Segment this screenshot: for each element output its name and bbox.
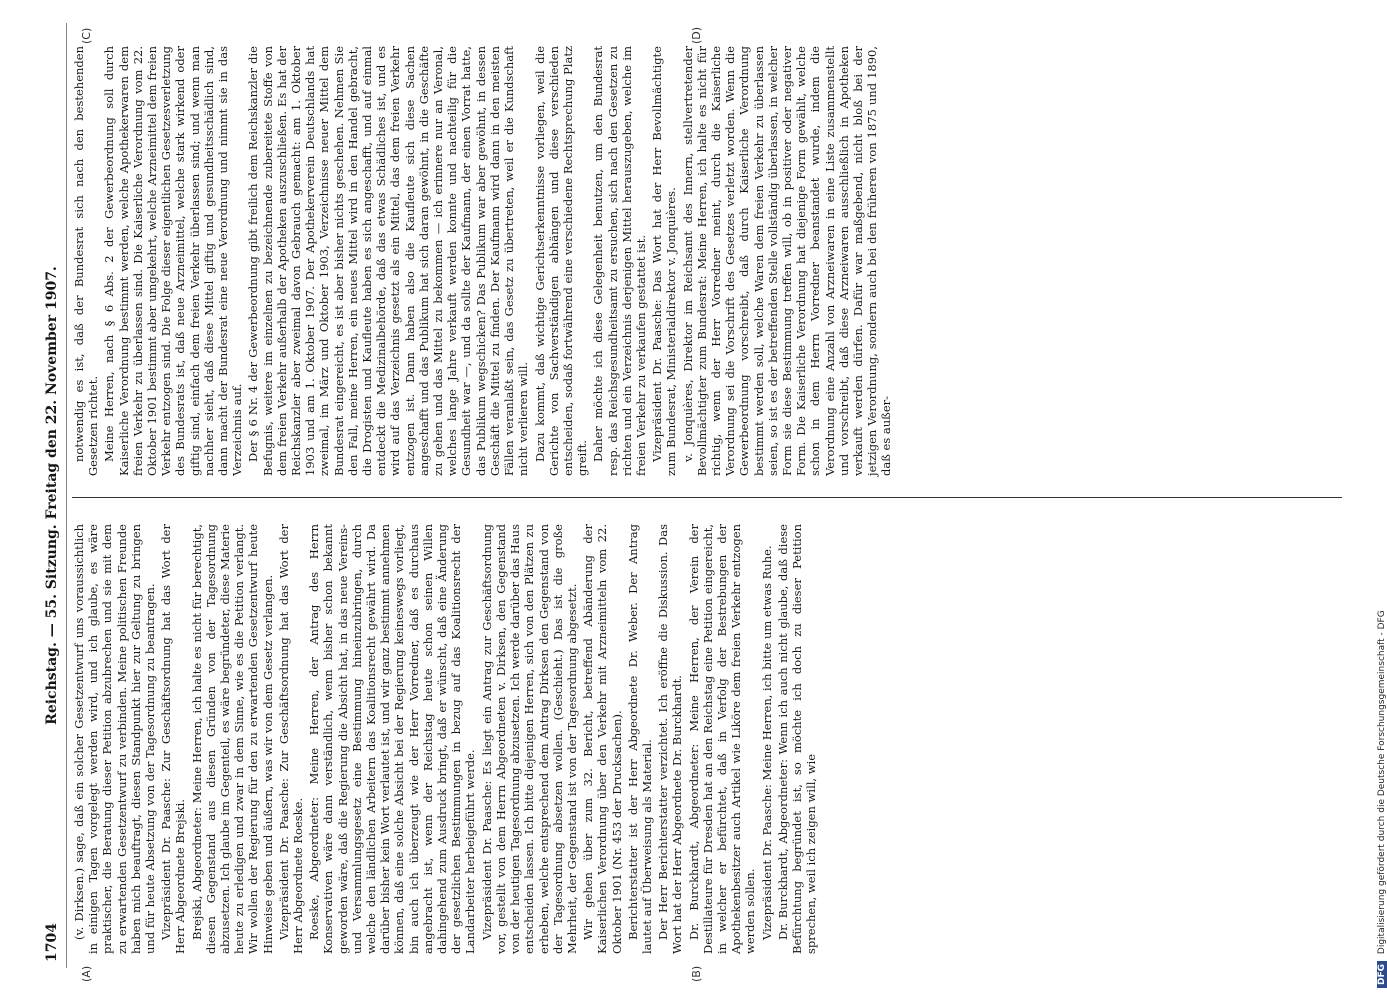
left-text-column — [72, 524, 1342, 954]
paragraph: Vizepräsident Dr. Paasche: Es liegt ein Antrag zur Geschäftsordnung vor, gestellt von dem Herrn Abgeordneten v. Dirksen, den Gegenstand von der heutigen Tagesordnung abzusetzen. Ich werde darüber das Haus entscheiden lassen. Ich bitte diejenigen Herren, sich von den Plätzen zu erheben, welche entsprechend dem Antrag Dirksen den Gegenstand von der Tagesordnung absetzen wollen. (Geschieht.) Das ist die große Mehrheit, der Gegenstand ist von der Tagesordnung abgesetzt. — [479, 524, 579, 954]
rotated-page-content — [40, 23, 1360, 982]
paragraph: Vizepräsident Dr. Paasche: Meine Herren, ich bitte um etwas Ruhe. — [759, 545, 774, 940]
paragraph: notwendig es ist, daß der Bundesrat sich nach den bestehenden Gesetzen richtet. — [72, 46, 101, 476]
page-header — [40, 23, 67, 968]
paragraph: Vizepräsident Dr. Paasche: Das Wort hat der Herr Bevollmächtigte zum Bundesrat, Ministerialdirektor v. Jonquières. — [650, 46, 679, 476]
paragraph: v. Jonquières, Direktor im Reichsamt des Innern, stellvertretender Bevollmächtigter zum Bundesrat: Meine Herren, ich halte es nicht für richtig, wenn der Herr Vorredner meint, durch die Kaiserliche Verordnung sei die Vorschrift des Gesetzes verletzt worden. Wenn die Gewerbeordnung vorschreibt, daß durch Kaiserliche Verordnung bestimmt werden soll, welche Waren dem freien Verkehr zu überlassen seien, so ist es der betreffenden Stelle vollständig überlassen, in welcher Form sie diese Bestimmung treffen will, ob in positiver oder negativer Form. Die Kaiserliche Verordnung hat diejenige Form gewählt, welche schon in dem Herrn Vorredner beanstandet wurde, indem die Verordnung eine Anzahl von Arzneiwaren in eine Liste zusammenstellt und vorschreibt, daß diese Arzneiwaren ausschließlich in Apotheken verkauft werden dürfen. Dafür war maßgebend, nicht bloß bei der jetzigen Verordnung, sondern auch bei den früheren von 1875 und 1890, daß es außer- — [680, 46, 894, 476]
dfg-logo: DFG — [1377, 961, 1387, 988]
page-number: 1704 — [44, 923, 60, 962]
credit-text: Digitalisierung gefördert durch die Deutsche Forschungsgemeinschaft - DFG — [1377, 610, 1387, 955]
margin-letter-d: (D) — [690, 26, 703, 44]
running-title: Reichstag. — 55. Sitzung. Freitag den 22. November 1907. — [44, 266, 60, 725]
column-divider — [72, 497, 1342, 498]
paragraph: Roeske, Abgeordneter: Meine Herren, der Antrag des Herrn Konservativen wäre dann verständlich, wenn bisher schon bekannt geworden wäre, daß die Regierung die Absicht hat, in das neue Vereins- und Versammlungsgesetz eine Bestimmung hineinzubringen, durch welche den ländlichen Arbeitern das Koalitionsrecht gewährt wird. Da darüber bisher kein Wort verlautet ist, und wir ganz bestimmt annehmen können, daß eine solche Absicht bei der Regierung keineswegs vorliegt, bin auch ich überzeugt wie der Herr Vorredner, daß es durchaus angebracht ist, wenn der Reichstag heute schon seinen Willen dahingehend zum Ausdruck bringt, daß er wünscht, daß eine Änderung der gesetzlichen Bestimmungen in bezug auf das Koalitionsrecht der Landarbeiter herbeigeführt werde. — [307, 524, 478, 954]
paragraph: Wir gehen über zum 32. Bericht, betreffend Abänderung der Kaiserlichen Verordnung über den Verkehr mit Arzneimitteln vom 22. Oktober 1901 (Nr. 453 der Drucksachen). — [581, 524, 624, 954]
paragraph: Meine Herren, nach § 6 Abs. 2 der Gewerbeordnung soll durch Kaiserliche Verordnung bestimmt werden, welche Apothekerwaren dem freien Verkehr zu überlassen sind. Die Kaiserliche Verordnung vom 22. Oktober 1901 bestimmt aber umgekehrt, welche Arzneimittel dem freien Verkehr entzogen sind. Die Folge dieser eigentlichen Gesetzesverletzung des Bundesrats ist, daß neue Arzneimittel, welche stark wirkend oder giftig sind, einfach dem freien Verkehr überlassen sind; und wenn man nachher sieht, daß diese Mittel giftig und gesundheitsschädlich sind, dann macht der Bundesrat eine neue Verordnung und nimmt sie in das Verzeichnis auf. — [102, 46, 245, 476]
paragraph: Dazu kommt, daß wichtige Gerichtserkenntnisse vorliegen, weil die Gerichte von Sachverständigen abhängen und diese verschieden entscheiden, sodaß fortwährend eine verschiedene Rechtsprechung Platz greift. — [532, 45, 590, 476]
paragraph: Berichterstatter ist der Herr Abgeordnete Dr. Weber. Der Antrag lautet auf Überweisung als Material. — [625, 524, 654, 954]
digitization-credit — [1363, 8, 1387, 988]
paragraph: (v. Dirksen.) sage, daß ein solcher Gesetzentwurf uns voraussichtlich in einigen Tagen vorgelegt werden wird, und ich glaube, es wäre praktischer, die Beratung dieser Petition abzubrechen und sie mit dem zu erwartenden Gesetzentwurf zu verbinden. Meine politischen Freunde haben mich beauftragt, diesen Standpunkt hier zur Geltung zu bringen und für heute Absetzung von der Tagesordnung zu beantragen. — [72, 524, 158, 954]
paragraph: Vizepräsident Dr. Paasche: Zur Geschäftsordnung hat das Wort der Herr Abgeordnete Brejski. — [159, 524, 188, 954]
paragraph: Dr. Burckhardt, Abgeordneter: Wenn ich auch nicht glaube, daß diese Befürchtung begründet ist, so möchte ich doch zu dieser Petition sprechen, weil ich zeigen will, wie — [775, 524, 819, 954]
paragraph: Der § 6 Nr. 4 der Gewerbeordnung gibt freilich dem Reichskanzler die Befugnis, weitere im einzelnen zu bezeichnende zubereitete Stoffe von dem freien Verkehr außerhalb der Apotheken auszuschließen. Es hat der Reichskanzler aber zweimal davon Gebrauch gemacht: am 1. Oktober 1903 und am 1. Oktober 1907. Der Apothekerverein Deutschlands hat zweimal, im März und Oktober 1903, Verzeichnisse neuer Mittel dem Bundesrat eingereicht, es ist aber bisher nichts geschehen. Nehmen Sie den Fall, meine Herren, ein neues Mittel wird in den Handel gebracht, die Drogisten und Kaufleute haben es sich angeschafft, und auf einmal entdeckt die Medizinalbehörde, daß das etwas Schädliches ist, und es wird auf das Verzeichnis gesetzt als ein Mittel, das dem freien Verkehr entzogen ist. Dann haben also die Kaufleute sich diese Sachen angeschafft und das Publikum hat sich daran gewöhnt, in die Geschäfte zu gehen und das Mittel zu bekommen — ich erinnere nur an Veronal, welches lange Jahre verkauft werden konnte und nachteilig für die Gesundheit war —, und da sollte der Kaufmann, der einen Vorrat hatte, das Publikum wegschicken? Das Publikum war aber gewöhnt, in dessen Geschäft die Mittel zu finden. Der Kaufmann wird dann in den meisten Fällen veranlaßt sein, das Gesetz zu übertreten, weil er die Kundschaft nicht verlieren will. — [246, 46, 531, 476]
paragraph: Der Herr Berichterstatter verzichtet. Ich eröffne die Diskussion. Das Wort hat der Herr Abgeordnete Dr. Burckhardt. — [656, 524, 685, 954]
margin-letter-b: (B) — [690, 965, 703, 982]
paragraph: Vizepräsident Dr. Paasche: Zur Geschäftsordnung hat das Wort der Herr Abgeordnete Roeske. — [276, 524, 306, 954]
margin-letter-a: (A) — [80, 965, 93, 982]
paragraph: Daher möchte ich diese Gelegenheit benutzen, um den Bundesrat resp. das Reichsgesundheitsamt zu ersuchen, sich nach den Gesetzen zu richten und ein Verzeichnis derjenigen Mittel herauszugeben, welche im freien Verkehr zu verkaufen gestattet ist. — [591, 46, 648, 476]
margin-letter-c: (C) — [80, 27, 93, 44]
right-text-column — [72, 46, 1342, 476]
paragraph: Dr. Burckhardt, Abgeordneter: Meine Herren, der Verein der Destillateure für Dresden hat an den Reichstag eine Petition eingereicht, in welcher er befürchtet, daß in Verfolg der Bestrebungen der Apothekenbesitzer auch Artikel wie Liköre dem freien Verkehr entzogen werden sollen. — [686, 524, 758, 954]
paragraph: Brejski, Abgeordneter: Meine Herren, ich halte es nicht für berechtigt, diesen Gegenstand aus diesen Gründen von der Tagesordnung abzusetzen. Ich glaube im Gegenteil, es wäre begründeter, diese Materie heute zu erledigen und zwar in dem Sinne, wie es die Petition verlangt. Wir wollen der Regierung für den zu erwartenden Gesetzentwurf heute Hinweise geben und äußern, was wir von dem Gesetz verlangen. — [189, 524, 275, 954]
